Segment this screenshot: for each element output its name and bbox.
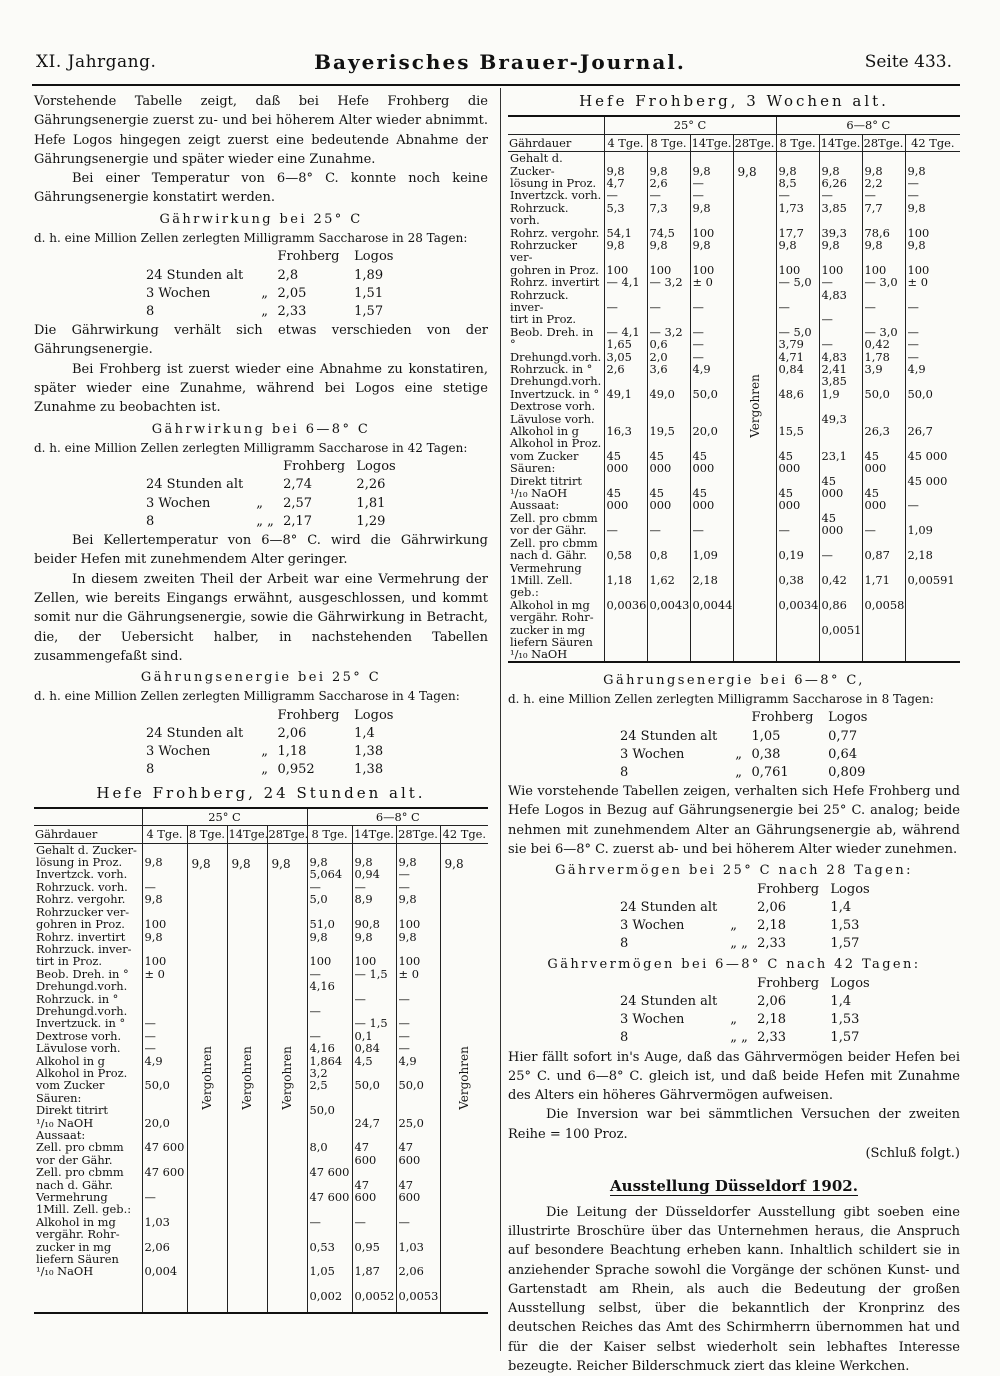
column-header: Logos — [828, 710, 868, 726]
table-cell: 1,57 — [830, 936, 860, 952]
paragraph: Vorstehende Tabelle zeigt, daß bei Hefe Frohberg die Gährungsenergie zuerst zu- und bei höherem Alter wieder abnimmt. Hefe Logos hingegen zeigt zuerst eine bedeutende Abnahme der Gährungsenergie und später wieder eine Zunahme. — [34, 94, 488, 167]
table-row — [142, 285, 402, 303]
table-cell: 9,8 — [271, 856, 291, 871]
table-cell: „ — [256, 495, 263, 511]
column-header: 42 Tge. — [440, 826, 488, 843]
table-cell — [257, 267, 273, 285]
table-cell: 8 — [146, 303, 155, 319]
table-cell: 2,06 — [277, 725, 307, 741]
table-cell: 1,29 — [356, 513, 386, 529]
page-header — [0, 44, 1000, 82]
table-cell — [252, 476, 279, 494]
table-cell: 9,8 0,94 — 8,9 90,8 9,8 100 — 1,5 — — 1,5 0,1 0,84 4,5 50,0 24,7 47 600 47 600 — 0,95 1,87 0,0052 — [352, 843, 396, 1313]
left-column — [34, 92, 488, 1314]
table-cell: 2,74 — [283, 477, 313, 493]
table-cell: 9,8 2,6 — 7,3 74,5 9,8 100 — 3,2 — — 3,2 0,6 2,0 3,6 49,0 19,5 45 000 45 000 — 0,8 1,62 0,0043 — [647, 152, 690, 662]
table-cell: 2,06 — [757, 993, 787, 1009]
vergohren-label: Vergohren — [239, 1046, 254, 1110]
column-header: Frohberg — [751, 710, 814, 726]
column-header: Gährdauer — [34, 826, 142, 843]
table-cell: 24 Stunden alt — [146, 477, 244, 493]
data-table-frohberg-24h — [34, 807, 488, 1314]
table-cell — [227, 843, 267, 1313]
vergohren-label: Vergohren — [457, 1046, 472, 1110]
table-cell: 9,8 5,064 — 5,0 51,0 9,8 100 — 4,16 — — 4,16 1,864 3,2 2,5 50,0 8,0 47 600 47 600 — 0,53 1,05 0,002 — [307, 843, 352, 1313]
table-cell: „ — [261, 744, 269, 760]
table-cell: 24 Stunden alt — [620, 899, 718, 915]
column-header: Logos — [354, 249, 394, 265]
table-cell: 9,8 — [191, 856, 211, 871]
table-row — [142, 495, 402, 513]
column-header: Gährdauer — [508, 134, 604, 151]
table-cell: 3 Wochen — [146, 285, 211, 301]
paragraph: In diesem zweiten Theil der Arbeit war eine Vermehrung der Zellen, wie bereits Eingangs erwähnt, ausgeschlossen, und kommt somit nur die Gährungsenergie, sowie die Gährwirkung in Betracht, die, der Uebersicht halber, in nachstehenden Tabellen zusammengefaßt sind. — [34, 571, 488, 664]
table-cell: 9,8 6,26 — 3,85 39,3 9,8 100 — 4,83 — — 4,83 2,41 3,85 1,9 49,3 23,1 45 000 45 000 — 0,42 0,86 0,0051 — [819, 152, 862, 662]
table-cell: 3 Wochen — [620, 1012, 685, 1028]
table-cell: 9,8 4,7 — 5,3 54,1 9,8 100 — 4,1 — — 4,1 1,65 3,05 2,6 49,1 16,3 45 000 45 000 — 0,58 1,18 0,0036 — [604, 152, 647, 662]
column-rule — [500, 88, 501, 1351]
table-cell: 8 — [620, 936, 629, 952]
table-cell: 2,8 — [277, 267, 299, 283]
table-cell: 1,53 — [830, 918, 860, 934]
continuation-note: (Schluß folgt.) — [865, 1146, 960, 1162]
table-cell: 2,05 — [277, 285, 307, 301]
section-heading: Gährvermögen bei 25° C nach 28 Tagen: — [555, 863, 913, 879]
table-cell — [731, 728, 747, 746]
table-cell: 8 — [146, 762, 155, 778]
table-cell: „ „ — [256, 513, 274, 529]
paragraph: Hier fällt sofort in's Auge, daß das Gährvermögen beider Hefen bei 25° C. und 6—8° C. gleich ist, und daß beide Hefen mit Zunahme des Alters ein höheres Gährvermögen aufweisen. — [508, 1049, 960, 1104]
group-header-25: 25° C — [142, 808, 307, 826]
table-row — [616, 935, 876, 953]
table-cell — [726, 881, 753, 899]
table-cell: 9,8 — — 9,8 100 9,8 100 ± 0 — — — — 4,9 50,0 20,0 45 000 45 000 — 1,09 2,18 0,0044 — [690, 152, 733, 662]
table-row — [34, 843, 488, 1313]
article-title-text: Ausstellung Düsseldorf 1902. — [610, 1177, 858, 1196]
table-row — [142, 513, 402, 531]
table-row — [508, 152, 960, 662]
section-heading: Gährwirkung bei 25° C — [159, 211, 363, 227]
table-cell: 3 Wochen — [146, 495, 211, 511]
data-table-frohberg-3w — [508, 115, 960, 662]
table-cell: 2,33 — [757, 1030, 787, 1046]
table-cell: 8 — [620, 764, 629, 780]
column-header: 28Tge. — [863, 135, 904, 150]
table-cell: 24 Stunden alt — [146, 267, 244, 283]
table-cell: 2,33 — [277, 303, 307, 319]
table-row — [142, 267, 402, 285]
table-cell: „ — [730, 918, 737, 934]
table-row — [142, 743, 402, 761]
table-header — [34, 808, 142, 826]
page-number: Seite 433. — [864, 52, 952, 72]
section-subheading: d. h. eine Million Zellen zerlegten Milligramm Saccharose in 8 Tagen: — [508, 692, 934, 707]
paragraph: Die Gährwirkung verhält sich etwas verschieden von der Gährungsenergie. — [34, 323, 488, 358]
column-header: 14Tge. — [820, 135, 861, 150]
table-row — [616, 899, 876, 917]
section-heading: Gährungsenergie bei 6—8° C, — [603, 672, 865, 688]
table-title: Hefe Frohberg, 3 Wochen alt. — [579, 92, 889, 110]
column-header: Logos — [830, 975, 870, 991]
table-cell: 2,18 — [757, 1012, 787, 1028]
column-header: 8 Tge. — [188, 827, 226, 842]
table-cell: 2,57 — [283, 495, 313, 511]
paragraph: Bei Frohberg ist zuerst wieder eine Abnahme zu konstatiren, später wieder eine Zunahme, während bei Logos eine stetige Zunahme zu beobachten ist. — [34, 361, 488, 416]
table-cell: 9,8 — — 9,8 100 9,8 100 ± 0 — — — — 4,9 50,0 26,7 45 000 45 000 — 1,09 2,18 0,00591 — [905, 152, 960, 662]
table-row — [142, 761, 402, 779]
table-cell: 9,8 — — 9,8 100 9,8 100 ± 0 — — — — 4,9 50,0 25,0 47 600 47 600 — 1,03 2,06 0,0053 — [396, 843, 440, 1313]
table-cell — [733, 152, 776, 662]
section-heading: Gährvermögen bei 6—8° C nach 42 Tagen: — [547, 957, 921, 973]
column-header: 14Tge. — [228, 827, 269, 842]
table-cell: 1,38 — [354, 744, 384, 760]
table-cell: 1,18 — [277, 744, 307, 760]
table-cell — [187, 843, 227, 1313]
column-header: Frohberg — [283, 459, 346, 475]
column-header: 28Tge. — [396, 826, 440, 843]
table-cell: 8 — [620, 1030, 629, 1046]
table-cell: 1,81 — [356, 495, 386, 511]
table-cell: 0,809 — [828, 764, 866, 780]
column-header: Logos — [830, 881, 870, 897]
column-header: Frohberg — [757, 975, 820, 991]
table-cell — [267, 843, 307, 1313]
paragraph: Bei einer Temperatur von 6—8° C. konnte noch keine Gährungsenergie konstatirt werden. — [34, 171, 488, 206]
table-cell: 0,77 — [828, 728, 858, 744]
table-cell — [731, 709, 747, 727]
table-cell: 8 — [146, 513, 155, 529]
table-cell: 1,51 — [354, 285, 384, 301]
paragraph: Wie vorstehende Tabellen zeigen, verhalten sich Hefe Frohberg und Hefe Logos in Bezug auf Gährungsenergie bei 25° C. analog; beide nehmen mit zunehmendem Alter an Gährungsenergie ab, während sie bei 6—8° C. zuerst ab- und bei höherem Alter wieder zunehmen. — [508, 784, 960, 858]
table-cell: 1,4 — [830, 993, 852, 1009]
table-cell — [257, 707, 273, 725]
column-header: Frohberg — [757, 881, 820, 897]
mini-table — [616, 881, 876, 954]
group-header-25: 25° C — [604, 116, 776, 134]
table-row — [142, 303, 402, 321]
table-cell: 2,33 — [757, 936, 787, 952]
table-cell — [616, 975, 726, 993]
table-row — [616, 1029, 876, 1047]
table-row — [616, 993, 876, 1011]
table-title: Hefe Frohberg, 24 Stunden alt. — [96, 783, 426, 802]
vergohren-label: Vergohren — [279, 1046, 294, 1110]
table-cell — [142, 248, 257, 266]
table-cell: 9,8 — [737, 165, 757, 180]
table-cell: 9,8 2,2 — 7,7 78,6 9,8 100 — 3,0 — — 3,0 0,42 1,78 3,9 50,0 26,3 45 000 45 000 — 0,87 1,71 0,0058 — [862, 152, 905, 662]
table-cell: 9,8 8,5 — 1,73 17,7 9,8 100 — 5,0 — — 5,0 3,79 4,71 0,84 48,6 15,5 45 000 45 000 — 0,19 0,38 0,0034 — [776, 152, 819, 662]
column-header: 8 Tge. — [647, 134, 690, 151]
table-header — [508, 116, 604, 134]
table-cell: 1,4 — [354, 725, 375, 741]
table-cell: 9,8 — [444, 856, 464, 871]
table-row — [616, 917, 876, 935]
article-body: Die Leitung der Düsseldorfer Ausstellung gibt soeben eine illustrirte Broschüre über das Unternehmen heraus, die Anspruch auf besondere Beachtung erheben kann. Inhaltlich schildert sie in anziehender Sprache sowohl die Vorgänge der schönen Kunst- und Gartenstadt am Rhein, als auch die Bedeutung der großen Ausstellung selbst, über die bekanntlich der Kronprinz des deutschen Reiches das Amt des Schirmherrn übernommen hat und für die der Kaiser selbst wiederholt sein lebhaftes Interesse bezeugte. Reicher Bilderschmuck ziert das kleine Werkchen. — [508, 1204, 960, 1375]
column-header: 4 Tge. — [142, 826, 187, 843]
table-row — [616, 728, 876, 746]
table-row — [616, 764, 876, 782]
table-cell: „ — [730, 1012, 737, 1028]
column-header: Logos — [356, 459, 396, 475]
mini-table — [616, 975, 876, 1048]
table-cell: „ — [261, 303, 269, 319]
table-cell: 3 Wochen — [620, 746, 685, 762]
table-cell: 9,8 — 9,8 100 9,8 100 ± 0 — — — 4,9 50,0 20,0 47 600 47 600 — 1,03 2,06 0,004 — [142, 843, 187, 1313]
table-row — [616, 1011, 876, 1029]
vergohren-label: Vergohren — [199, 1046, 214, 1110]
article-title — [508, 1177, 960, 1196]
table-cell: „ — [735, 746, 743, 762]
table-cell — [142, 458, 252, 476]
table-cell: 24 Stunden alt — [620, 728, 718, 744]
column-header: 28Tge. — [734, 135, 775, 150]
table-cell: 1,05 — [751, 728, 781, 744]
header-rule — [32, 84, 960, 86]
table-cell — [257, 725, 273, 743]
table-cell: 1,4 — [830, 899, 852, 915]
table-cell — [142, 707, 257, 725]
table-cell — [726, 899, 753, 917]
table-cell — [252, 458, 279, 476]
table-cell — [257, 248, 273, 266]
table-row — [142, 476, 402, 494]
table-cell: 24 Stunden alt — [620, 993, 718, 1009]
table-cell: „ „ — [730, 1030, 748, 1046]
volume-label: XI. Jahrgang. — [36, 52, 157, 72]
section-heading: Gährwirkung bei 6—8° C — [151, 421, 371, 437]
table-cell: 2,06 — [757, 899, 787, 915]
group-header-68: 6—8° C — [307, 808, 488, 826]
section-subheading: d. h. eine Million Zellen zerlegten Milligramm Saccharose in 4 Tagen: — [34, 689, 460, 704]
column-header: Frohberg — [277, 707, 340, 723]
table-cell — [726, 993, 753, 1011]
table-cell: 3 Wochen — [620, 918, 685, 934]
table-cell — [726, 975, 753, 993]
column-header: 28Tge. — [268, 827, 309, 842]
mini-table — [142, 248, 402, 321]
table-cell: 1,89 — [354, 267, 384, 283]
table-cell: 2,26 — [356, 477, 386, 493]
table-cell: 2,17 — [283, 513, 313, 529]
group-header-68: 6—8° C — [776, 116, 960, 134]
table-cell: 1,57 — [830, 1030, 860, 1046]
vergohren-label: Vergohren — [747, 374, 762, 439]
mini-table — [142, 707, 402, 780]
section-subheading: d. h. eine Million Zellen zerlegten Milligramm Saccharose in 42 Tagen: — [34, 440, 468, 455]
table-cell: 0,952 — [277, 762, 315, 778]
table-cell — [440, 843, 488, 1313]
table-cell — [616, 709, 731, 727]
table-cell: 0,64 — [828, 746, 858, 762]
table-row — [616, 746, 876, 764]
table-cell: 3 Wochen — [146, 744, 211, 760]
table-cell: „ — [261, 762, 269, 778]
table-cell: 0,38 — [751, 746, 781, 762]
column-header: Frohberg — [277, 249, 340, 265]
section-heading: Gährungsenergie bei 25° C — [140, 670, 382, 686]
table-cell: 1,38 — [354, 762, 384, 778]
paragraph: Bei Kellertemperatur von 6—8° C. wird die Gährwirkung beider Hefen mit zunehmendem Alter geringer. — [34, 533, 488, 568]
table-cell — [616, 881, 726, 899]
table-cell: 0,761 — [751, 764, 789, 780]
table-cell: „ — [261, 285, 269, 301]
table-row — [142, 725, 402, 743]
section-subheading: d. h. eine Million Zellen zerlegten Milligramm Saccharose in 28 Tagen: — [34, 231, 468, 246]
table-cell: 1,57 — [354, 303, 384, 319]
column-header: 14Tge. — [691, 135, 732, 150]
paragraph: Die Inversion war bei sämmtlichen Versuchen der zweiten Reihe = 100 Proz. — [508, 1107, 960, 1142]
row-labels: Gehalt d. Zucker- lösung in Proz. Invertzck. vorh. Rohrzuck. vorh. Rohrz. vergohr. Rohrzucker ver- gohren in Proz. Rohrz. invertirt Rohrzuck. inver- tirt in Proz. Beob. Dreh. in ° Drehungd.vorh. Rohrzuck. in ° Drehungd.vorh. Invertzuck. in ° Dextrose vorh. Lävulose vorh. Alkohol in g Alkohol in Proz. vom Zucker Säuren: Direkt titrirt ¹/₁₀ NaOH Aussaat: Zell. pro cbmm vor der Gähr. Zell. pro cbmm nach d. Gähr. Vermehrung 1Mill. Zell. geb.: Alkohol in mg vergähr. Rohr- zucker in mg liefern Säuren ¹/₁₀ NaOH — [34, 843, 142, 1313]
table-cell: 24 Stunden alt — [146, 725, 244, 741]
column-header: 42 Tge. — [905, 134, 960, 151]
table-cell: 9,8 — [231, 856, 251, 871]
mini-table — [142, 458, 402, 531]
column-header: 14Tge. — [352, 826, 396, 843]
table-cell: 2,18 — [757, 918, 787, 934]
right-column — [508, 92, 960, 1376]
journal-title: Bayerisches Brauer-Journal. — [314, 50, 686, 74]
column-header: Logos — [354, 707, 394, 723]
table-cell: 1,53 — [830, 1012, 860, 1028]
mini-table — [616, 709, 876, 782]
column-header: 4 Tge. — [604, 134, 647, 151]
table-cell: „ — [735, 764, 743, 780]
row-labels: Gehalt d. Zucker- lösung in Proz. Invertzck. vorh. Rohrzuck. vorh. Rohrz. vergohr. Rohrzucker ver- gohren in Proz. Rohrz. invertirt Rohrzuck. inver- tirt in Proz. Beob. Dreh. in ° Drehungd.vorh. Rohrzuck. in ° Drehungd.vorh. Invertzuck. in ° Dextrose vorh. Lävulose vorh. Alkohol in g Alkohol in Proz. vom Zucker Säuren: Direkt titrirt ¹/₁₀ NaOH Aussaat: Zell. pro cbmm vor der Gähr. Zell. pro cbmm nach d. Gähr. Vermehrung 1Mill. Zell. geb.: Alkohol in mg vergähr. Rohr- zucker in mg liefern Säuren ¹/₁₀ NaOH — [508, 152, 604, 662]
continuation-note-row — [508, 1144, 960, 1163]
column-header: 8 Tge. — [776, 134, 819, 151]
column-header: 8 Tge. — [307, 826, 352, 843]
table-cell: „ „ — [730, 936, 748, 952]
